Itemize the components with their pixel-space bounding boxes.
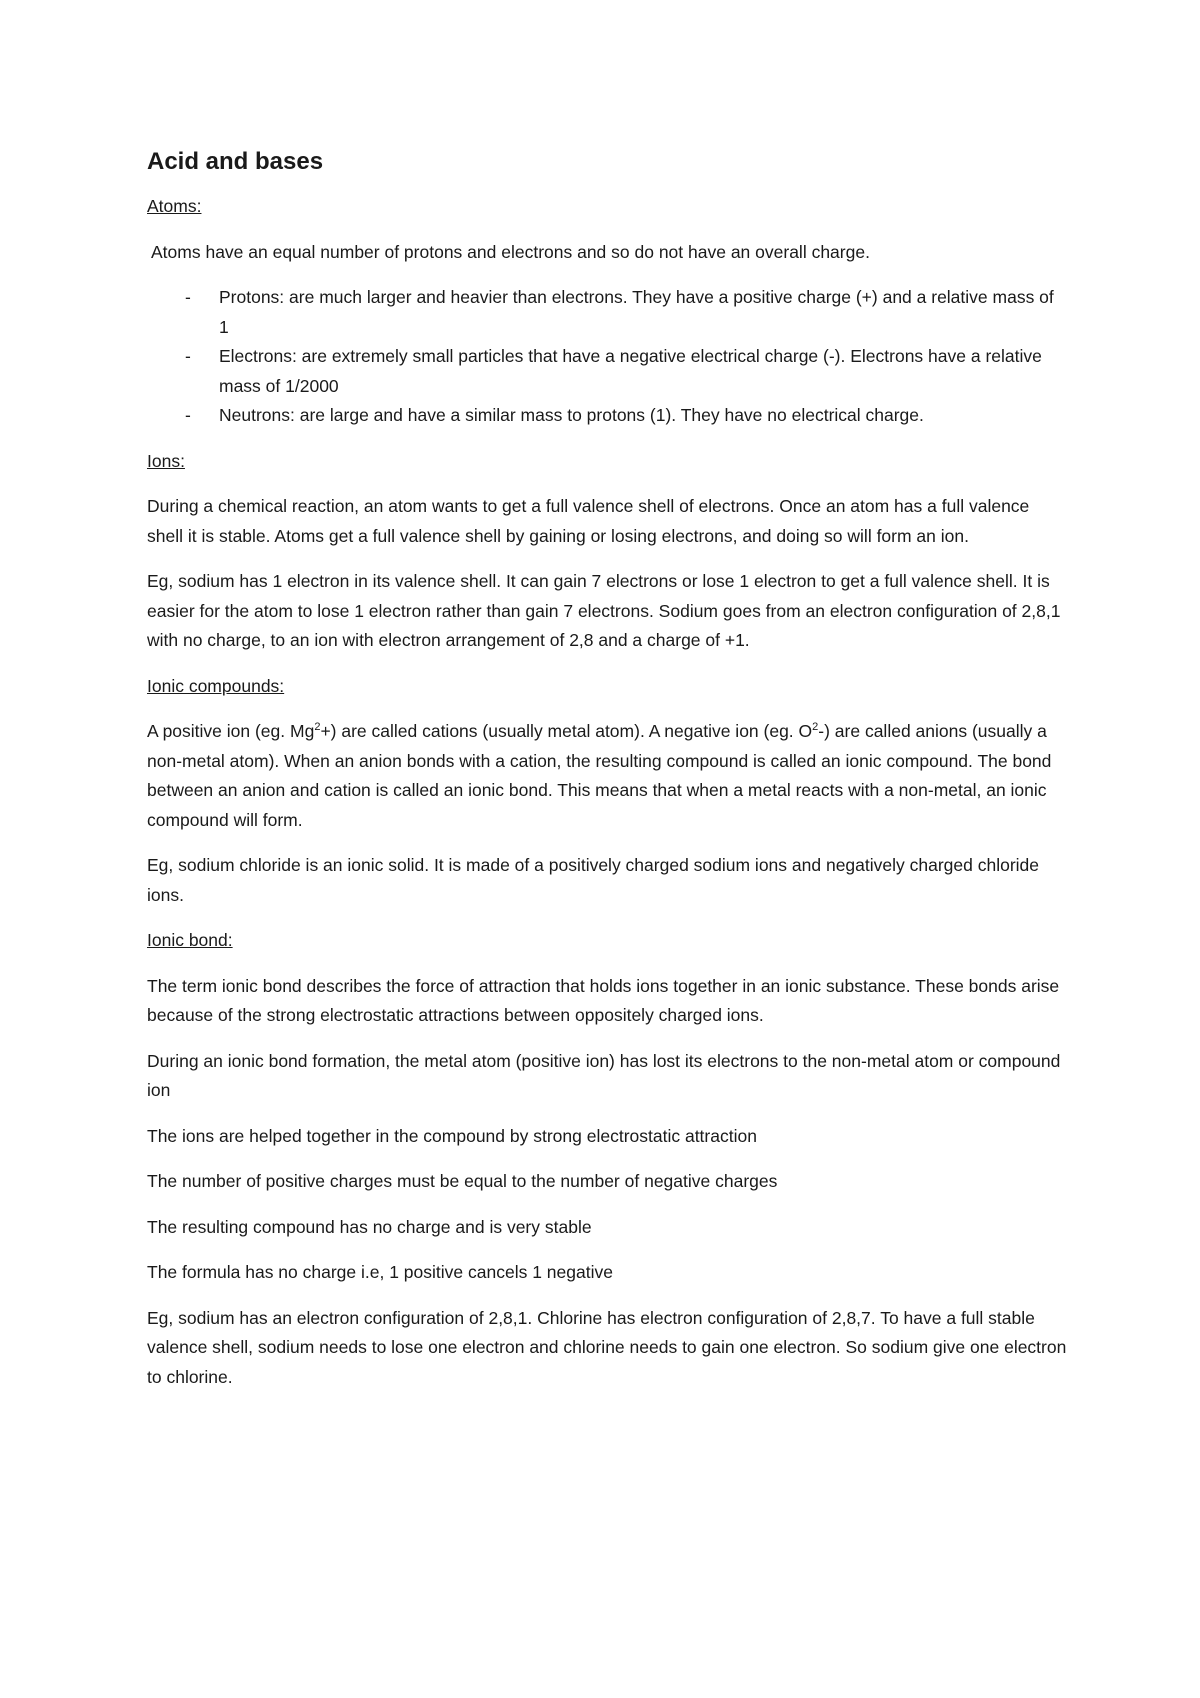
ionic-compounds-paragraph-1 [147, 717, 1067, 835]
particle-list [147, 283, 1067, 431]
list-item [147, 401, 1067, 431]
section-heading-atoms: Atoms: [147, 196, 202, 216]
section-heading-ions: Ions: [147, 450, 185, 471]
list-item [147, 283, 1067, 342]
atoms-intro-paragraph: Atoms have an equal number of protons and electrons and so do not have an overall charge. [151, 241, 870, 262]
text-run: +) are called cations (usually metal atom). A negative ion (eg. O [320, 721, 813, 741]
ionic-bond-paragraph: Eg, sodium has an electron configuration of 2,8,1. Chlorine has electron configuration of 2,8,7. To have a full stable valence shell, sodium needs to lose one electron and chlorine needs to gain one electron. So sodium give one electron to chlorine. [147, 1307, 1067, 1387]
section-heading-ionic-bond: Ionic bond: [147, 930, 233, 950]
text-run: -) are called anions (usually a non-metal atom). When an anion bonds with a cation, the resulting compound is called an ionic compound. The bond between an anion and cation is called an ionic bond. This means that when a metal reacts with a non-metal, an ionic compound will form. [147, 721, 1052, 830]
document-page [147, 146, 1067, 1408]
ionic-bond-paragraph: The formula has no charge i.e, 1 positive cancels 1 negative [147, 1262, 613, 1282]
ions-paragraph-2: Eg, sodium has 1 electron in its valence shell. It can gain 7 electrons or lose 1 electron to get a full valence shell. It is easier for the atom to lose 1 electron rather than gain 7 electrons. Sodium goes from an electron configuration of 2,8,1 with no charge, to an ion with electron arrangement of 2,8 and a charge of +1. [147, 571, 1061, 650]
list-item-text: Protons: are much larger and heavier than electrons. They have a positive charge (+) and a relative mass of 1 [219, 287, 1054, 337]
ionic-compounds-paragraph-2: Eg, sodium chloride is an ionic solid. It is made of a positively charged sodium ions and negatively charged chloride ions. [147, 855, 1040, 905]
section-heading-ionic-compounds: Ionic compounds: [147, 675, 285, 696]
ions-paragraph-1: During a chemical reaction, an atom wants to get a full valence shell of electrons. Once an atom has a full valence shell it is stable. Atoms get a full valence shell by gaining or losing electrons, and doing so will form an ion. [147, 496, 1030, 546]
dash-marker: - [185, 405, 191, 425]
list-item [147, 342, 1067, 401]
text-run: A positive ion (eg. Mg [147, 721, 315, 741]
dash-marker: - [185, 346, 191, 366]
document-title: Acid and bases [147, 148, 324, 175]
ionic-bond-paragraph: The number of positive charges must be equal to the number of negative charges [147, 1171, 778, 1191]
list-item-text: Electrons: are extremely small particles that have a negative electrical charge (-). Electrons have a relative mass of 1/2000 [219, 346, 1042, 396]
superscript: 2 [812, 721, 819, 734]
list-item-text: Neutrons: are large and have a similar mass to protons (1). They have no electrical charge. [219, 405, 924, 425]
ionic-bond-paragraph: The resulting compound has no charge and is very stable [147, 1216, 592, 1237]
ionic-bond-paragraph: The ions are helped together in the compound by strong electrostatic attraction [147, 1125, 757, 1146]
dash-marker: - [185, 287, 191, 307]
superscript: 2 [314, 721, 321, 734]
ionic-bond-paragraph: During an ionic bond formation, the metal atom (positive ion) has lost its electrons to the non-metal atom or compound ion [147, 1050, 1061, 1100]
ionic-bond-paragraph: The term ionic bond describes the force of attraction that holds ions together in an ionic substance. These bonds arise because of the strong electrostatic attractions between oppositely charged ions. [147, 975, 1060, 1025]
